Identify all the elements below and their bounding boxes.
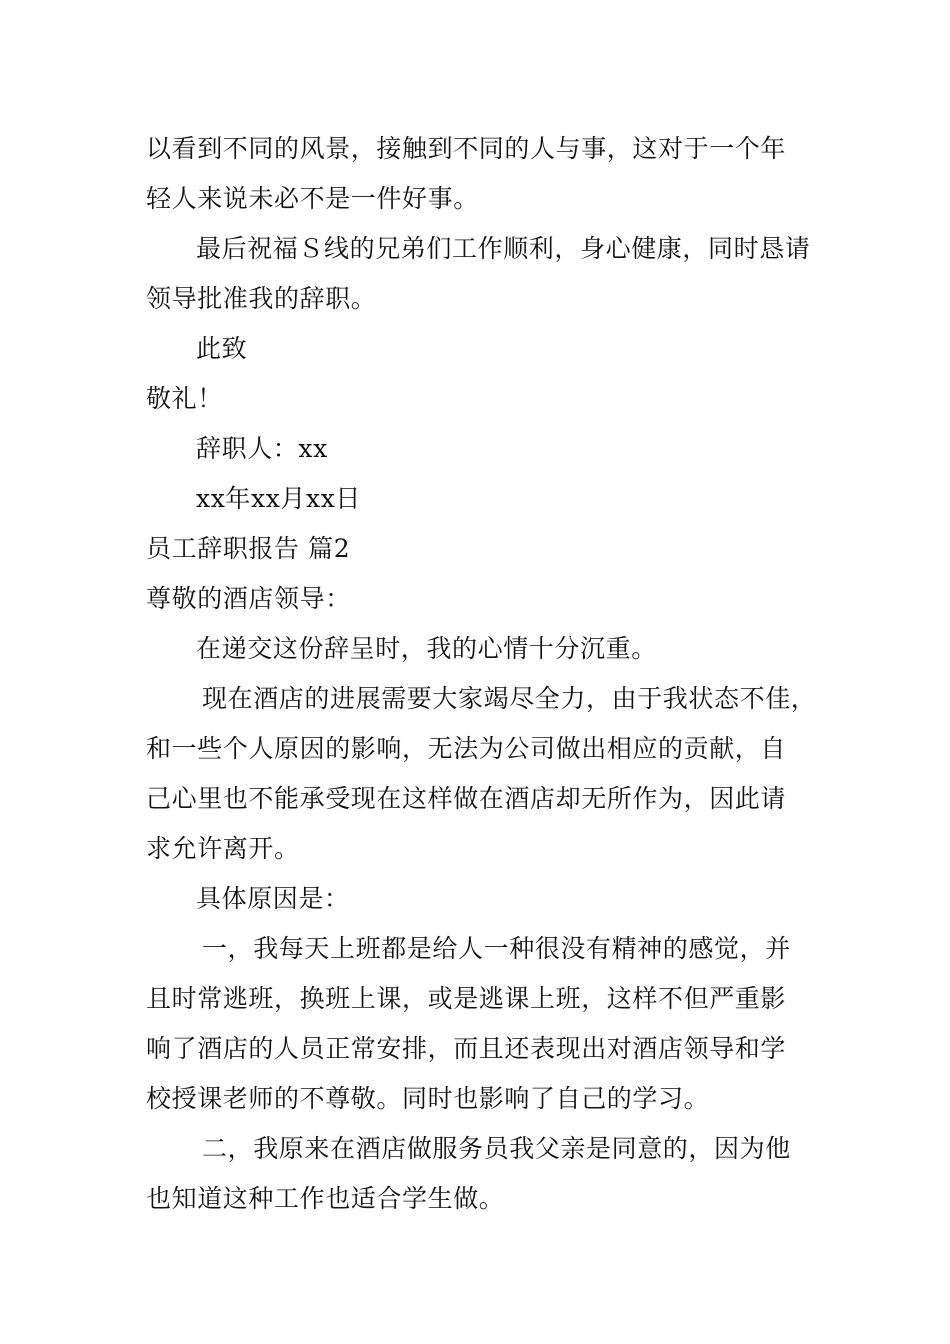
text-line: 求允许离开。 bbox=[146, 834, 300, 863]
text-line: 二，我原来在酒店做服务员我父亲是同意的，因为他 bbox=[202, 1134, 791, 1163]
text-line: 也知道这种工作也适合学生做。 bbox=[146, 1184, 505, 1213]
text-line: 现在酒店的进展需要大家竭尽全力，由于我状态不佳， bbox=[202, 684, 817, 713]
text-line: 校授课老师的不尊敬。同时也影响了自己的学习。 bbox=[146, 1084, 710, 1113]
text-line: 领导批准我的辞职。 bbox=[146, 284, 377, 313]
signature-name: 辞职人：xx bbox=[196, 434, 328, 463]
text-line: 具体原因是： bbox=[196, 884, 350, 913]
text-line: 最后祝福Ｓ线的兄弟们工作顺利，身心健康，同时恳请 bbox=[196, 234, 811, 263]
signature-date: xx年xx月xx日 bbox=[196, 484, 361, 513]
text-line: 和一些个人原因的影响，无法为公司做出相应的贡献，自 bbox=[146, 734, 787, 763]
text-line: 己心里也不能承受现在这样做在酒店却无所作为，因此请 bbox=[146, 784, 787, 813]
text-line: 响了酒店的人员正常安排，而且还表现出对酒店领导和学 bbox=[146, 1034, 787, 1063]
text-line: 以看到不同的风景，接触到不同的人与事，这对于一个年 bbox=[146, 134, 787, 163]
text-line: 在递交这份辞呈时，我的心情十分沉重。 bbox=[196, 634, 657, 663]
text-line: 一，我每天上班都是给人一种很没有精神的感觉，并 bbox=[202, 934, 791, 963]
salutation-regards: 敬礼！ bbox=[146, 384, 223, 413]
section-heading: 员工辞职报告 篇2 bbox=[146, 534, 351, 563]
text-line: 轻人来说未必不是一件好事。 bbox=[146, 184, 479, 213]
letter-greeting: 尊敬的酒店领导： bbox=[146, 584, 351, 613]
salutation-closing: 此致 bbox=[196, 334, 248, 363]
text-line: 且时常逃班，换班上课，或是逃课上班，这样不但严重影 bbox=[146, 984, 787, 1013]
